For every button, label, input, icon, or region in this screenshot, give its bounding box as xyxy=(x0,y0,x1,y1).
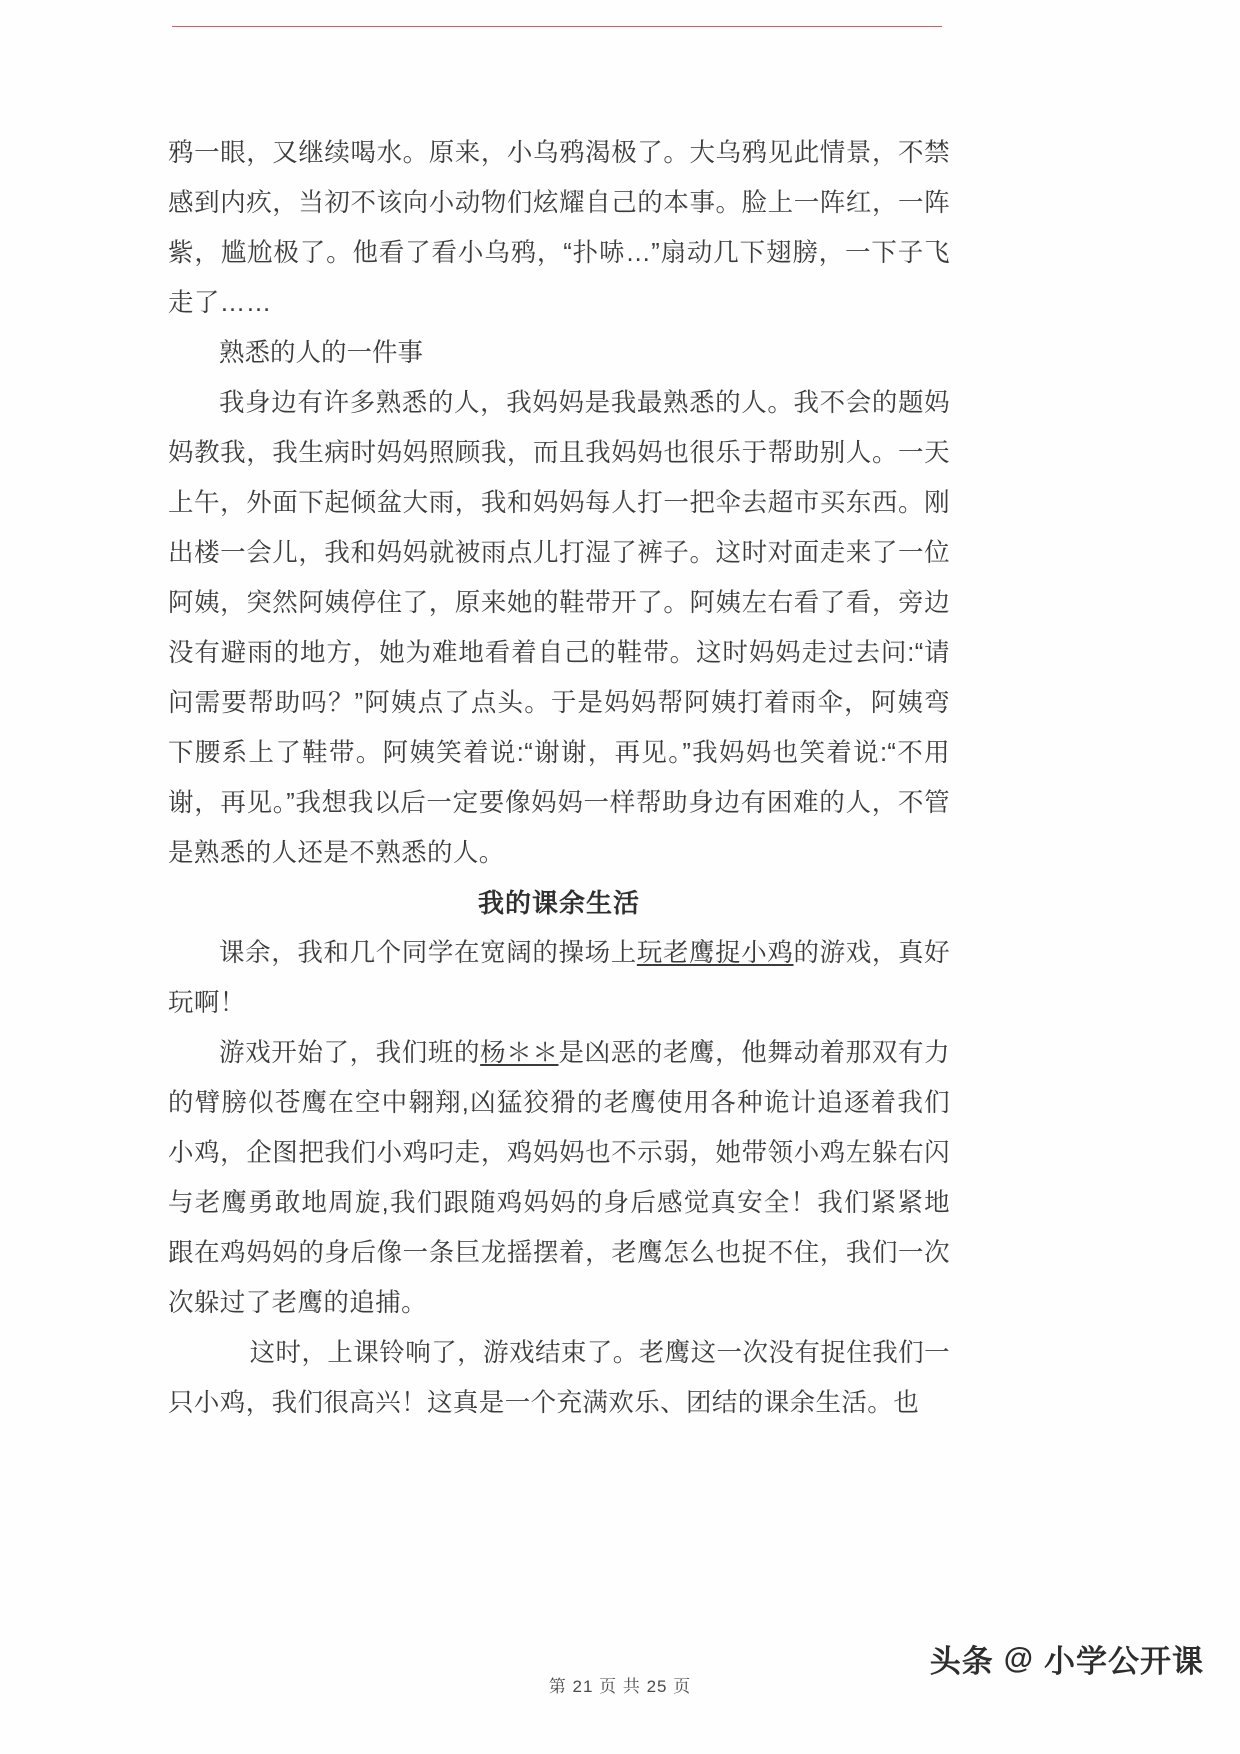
paragraph-playground-game xyxy=(168,928,950,1028)
paragraph-game-ending: 这时，上课铃响了，游戏结束了。老鹰这一次没有捉住我们一只小鸡，我们很高兴！这真是一个充满欢乐、团结的课余生活。也 xyxy=(168,1339,950,1417)
page-number-label: 第 21 页 共 25 页 xyxy=(548,1677,692,1696)
subheading-familiar-person: 熟悉的人的一件事 xyxy=(219,339,424,367)
game-text-after: 是凶恶的老鹰，他舞动着那双有力的臂膀似苍鹰在空中翱翔,凶猛狡猾的老鹰使用各种诡计追逐着我们小鸡，企图把我们小鸡叼走，鸡妈妈也不示弱，她带领小鸡左躲右闪与老鹰勇敢地周旋,我们跟随鸡妈妈的身后感觉真安全！我们紧紧地跟在鸡妈妈的身后像一条巨龙摇摆着，老鹰怎么也捉不住，我们一次次躲过了老鹰的追捕。 xyxy=(168,1039,950,1317)
watermark-at-symbol: @ xyxy=(1003,1641,1034,1675)
header-rule-divider xyxy=(172,26,942,27)
watermark-account-name: 小学公开课 xyxy=(1044,1644,1204,1679)
heading-after-school-life: 我的课余生活 xyxy=(477,888,640,918)
paragraph-about-mother: 我身边有许多熟悉的人，我妈妈是我最熟悉的人。我不会的题妈妈教我，我生病时妈妈照顾我，而且我妈妈也很乐于帮助别人。一天上午，外面下起倾盆大雨，我和妈妈每人打一把伞去超市买东西。刚出楼一会儿，我和妈妈就被雨点儿打湿了裤子。这时对面走来了一位阿姨，突然阿姨停住了，原来她的鞋带开了。阿姨左右看了看，旁边没有避雨的地方，她为难地看着自己的鞋带。这时妈妈走过去问:“请问需要帮助吗？”阿姨点了点头。于是妈妈帮阿姨打着雨伞，阿姨弯下腰系上了鞋带。阿姨笑着说:“谢谢，再见。”我妈妈也笑着说:“不用谢，再见。”我想我以后一定要像妈妈一样帮助身边有困难的人，不管是熟悉的人还是不熟悉的人。 xyxy=(168,389,950,867)
watermark-brand: 头条 xyxy=(929,1644,994,1679)
document-body xyxy=(168,128,950,1428)
game-text-before: 游戏开始了，我们班的 xyxy=(219,1039,481,1067)
paragraph-game-description xyxy=(168,1028,950,1328)
underlined-game-name: 玩老鹰捉小鸡 xyxy=(636,939,794,967)
playground-text-before: 课余，我和几个同学在宽阔的操场上 xyxy=(219,939,637,967)
watermark xyxy=(930,1636,1204,1681)
playground-text-after: 的游戏，真好玩啊！ xyxy=(168,939,950,1017)
paragraph-crow-story: 鸦一眼，又继续喝水。原来，小乌鸦渴极了。大乌鸦见此情景，不禁感到内疚，当初不该向小动物们炫耀自己的本事。脸上一阵红，一阵紫，尴尬极了。他看了看小乌鸦，“扑哧…”扇动几下翅膀，一下子飞走了…… xyxy=(168,139,950,317)
underlined-classmate-name: 杨＊＊ xyxy=(480,1039,559,1067)
